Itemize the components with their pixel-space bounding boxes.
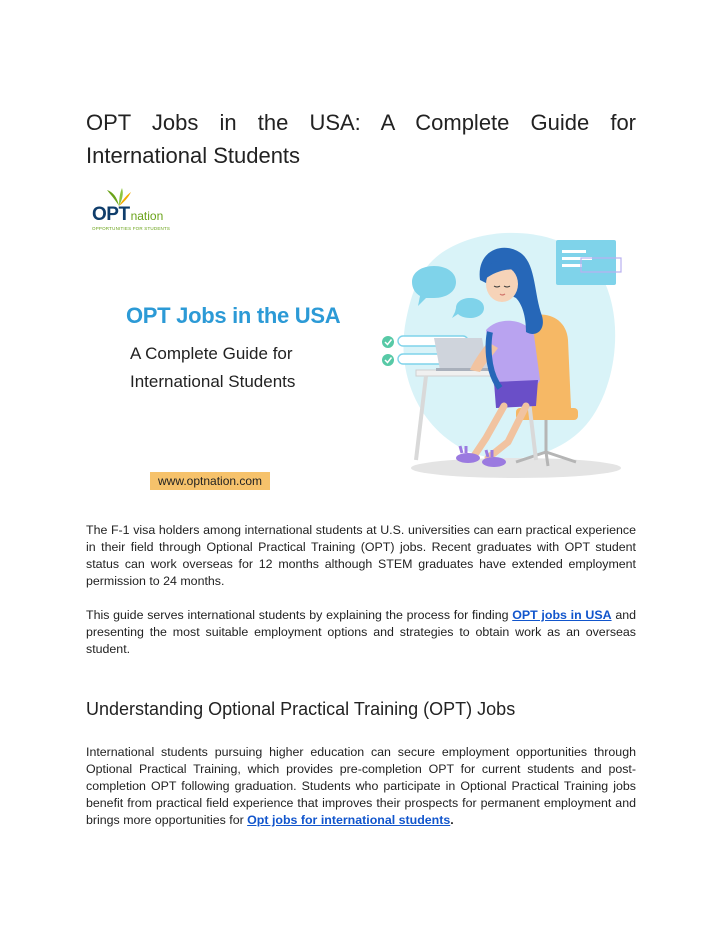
- opt-jobs-international-students-link[interactable]: Opt jobs for international students: [247, 813, 451, 827]
- logo-brand-bold: OPT: [92, 204, 130, 225]
- logo-brand-light: nation: [130, 209, 164, 223]
- understanding-paragraph: International students pursuing higher education can secure employment opportunities through Optional Practical Training, which provides pre-completion OPT for current students and post-completion OPT following graduation. Students who participate in Optional Practical Training jobs benefit from practical field experience that improves their prospects for permanent employment and brings more opportunities for Opt jobs for international students.: [86, 745, 636, 827]
- hero-subtitle-line1: A Complete Guide for: [130, 344, 293, 363]
- hero-url-badge: www.optnation.com: [150, 472, 270, 490]
- guide-paragraph: This guide serves international students by explaining the process for finding OPT jobs in USA and presenting the most suitable employment options and strategies to obtain work as an overseas student.: [86, 608, 636, 656]
- page-title: OPT Jobs in the USA: A Complete Guide for International Students: [86, 110, 636, 168]
- section-heading: Understanding Optional Practical Training (OPT) Jobs: [86, 699, 516, 719]
- opt-jobs-usa-link[interactable]: OPT jobs in USA: [512, 608, 612, 622]
- hero-headline: OPT Jobs in the USA: [126, 303, 341, 328]
- student-at-laptop-illustration: [376, 220, 626, 510]
- hero-banner: [86, 180, 636, 510]
- optnation-logo: [92, 188, 182, 238]
- logo-tagline: OPPORTUNITIES FOR STUDENTS: [92, 226, 171, 231]
- hero-subtitle-line2: International Students: [130, 372, 296, 391]
- intro-paragraph: The F-1 visa holders among international students at U.S. universities can earn practical experience in their field through Optional Practical Training (OPT) jobs. Recent graduates with OPT student status can work overseas for 12 months although STEM graduates have extended employment permission to 24 months.: [86, 523, 636, 588]
